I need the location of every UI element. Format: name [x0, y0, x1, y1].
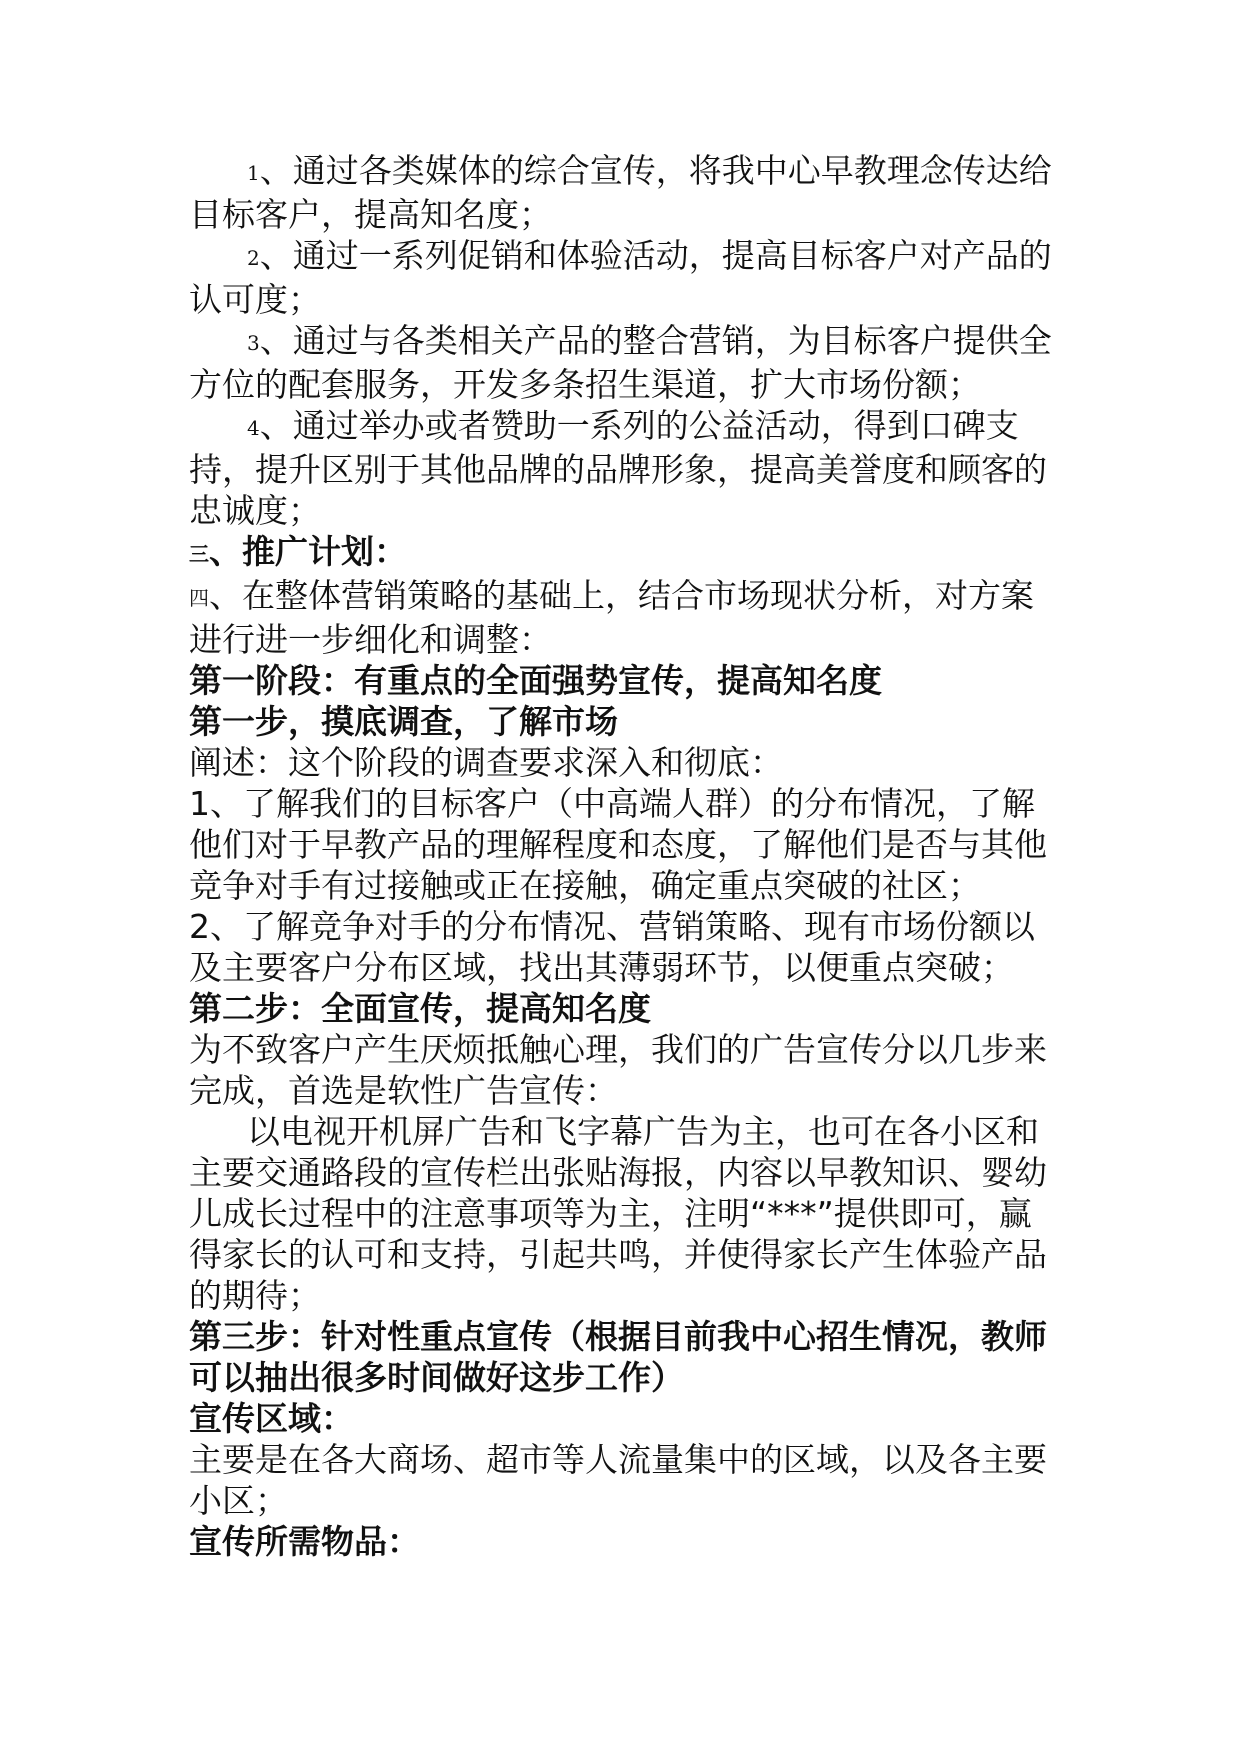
section-3-text: 、推广计划： [209, 532, 407, 571]
goal-text-4: 、通过举办或者赞助一系列的公益活动，得到口碑支持，提升区别于其他品牌的品牌形象，提高美誉度和顾客的忠诚度； [189, 406, 1047, 530]
section-4-text: 、在整体营销策略的基础上，结合市场现状分析，对方案进行进一步细化和调整： [189, 576, 1034, 659]
goal-text-1: 、通过各类媒体的综合宣传，将我中心早教理念传达给目标客户，提高知名度； [189, 151, 1052, 234]
goal-paragraph-3 [189, 320, 1059, 405]
step-3-heading: 第三步：针对性重点宣传（根据目前我中心招生情况，教师可以抽出很多时间做好这步工作） [189, 1317, 1047, 1397]
goal-text-2: 、通过一系列促销和体验活动，提高目标客户对产品的认可度； [189, 236, 1052, 319]
step-2-heading: 第二步：全面宣传，提高知名度 [189, 989, 651, 1028]
step-1-heading: 第一步，摸底调查，了解市场 [189, 702, 618, 741]
area-heading: 宣传区域： [189, 1399, 354, 1438]
goal-paragraph-1 [189, 150, 1059, 235]
step-1-intro: 阐述：这个阶段的调查要求深入和彻底： [189, 743, 783, 782]
section-4-number: 四 [189, 586, 209, 610]
step-1-item-1: 1、了解我们的目标客户（中高端人群）的分布情况，了解他们对于早教产品的理解程度和态度，了解他们是否与其他竞争对手有过接触或正在接触，确定重点突破的社区； [189, 784, 1047, 905]
section-3-number: 三 [189, 542, 209, 566]
items-heading: 宣传所需物品： [189, 1522, 420, 1561]
goal-number-4: 4 [247, 416, 260, 440]
phase-1-heading: 第一阶段：有重点的全面强势宣传，提高知名度 [189, 661, 882, 700]
section-4-paragraph [189, 575, 1059, 660]
goal-number-2: 2 [247, 246, 260, 270]
step-1-item-2: 2、了解竞争对手的分布情况、营销策略、现有市场份额以及主要客户分布区域，找出其薄弱环节，以便重点突破； [189, 907, 1035, 987]
goal-number-3: 3 [247, 331, 260, 355]
section-3-heading [189, 531, 1059, 575]
area-body: 主要是在各大商场、超市等人流量集中的区域，以及各主要小区； [189, 1440, 1047, 1520]
goal-paragraph-4 [189, 405, 1059, 531]
step-2-body: 以电视开机屏广告和飞字幕广告为主，也可在各小区和主要交通路段的宣传栏出张贴海报，内容以早教知识、婴幼儿成长过程中的注意事项等为主，注明“***”提供即可，赢得家长的认可和支持，引起共鸣，并使得家长产生体验产品的期待； [189, 1112, 1047, 1315]
document-page [189, 150, 1059, 1562]
goal-text-3: 、通过与各类相关产品的整合营销，为目标客户提供全方位的配套服务，开发多条招生渠道，扩大市场份额； [189, 321, 1052, 404]
goal-paragraph-2 [189, 235, 1059, 320]
step-2-intro: 为不致客户产生厌烦抵触心理，我们的广告宣传分以几步来完成，首选是软性广告宣传： [189, 1030, 1047, 1110]
goal-number-1: 1 [247, 161, 260, 185]
